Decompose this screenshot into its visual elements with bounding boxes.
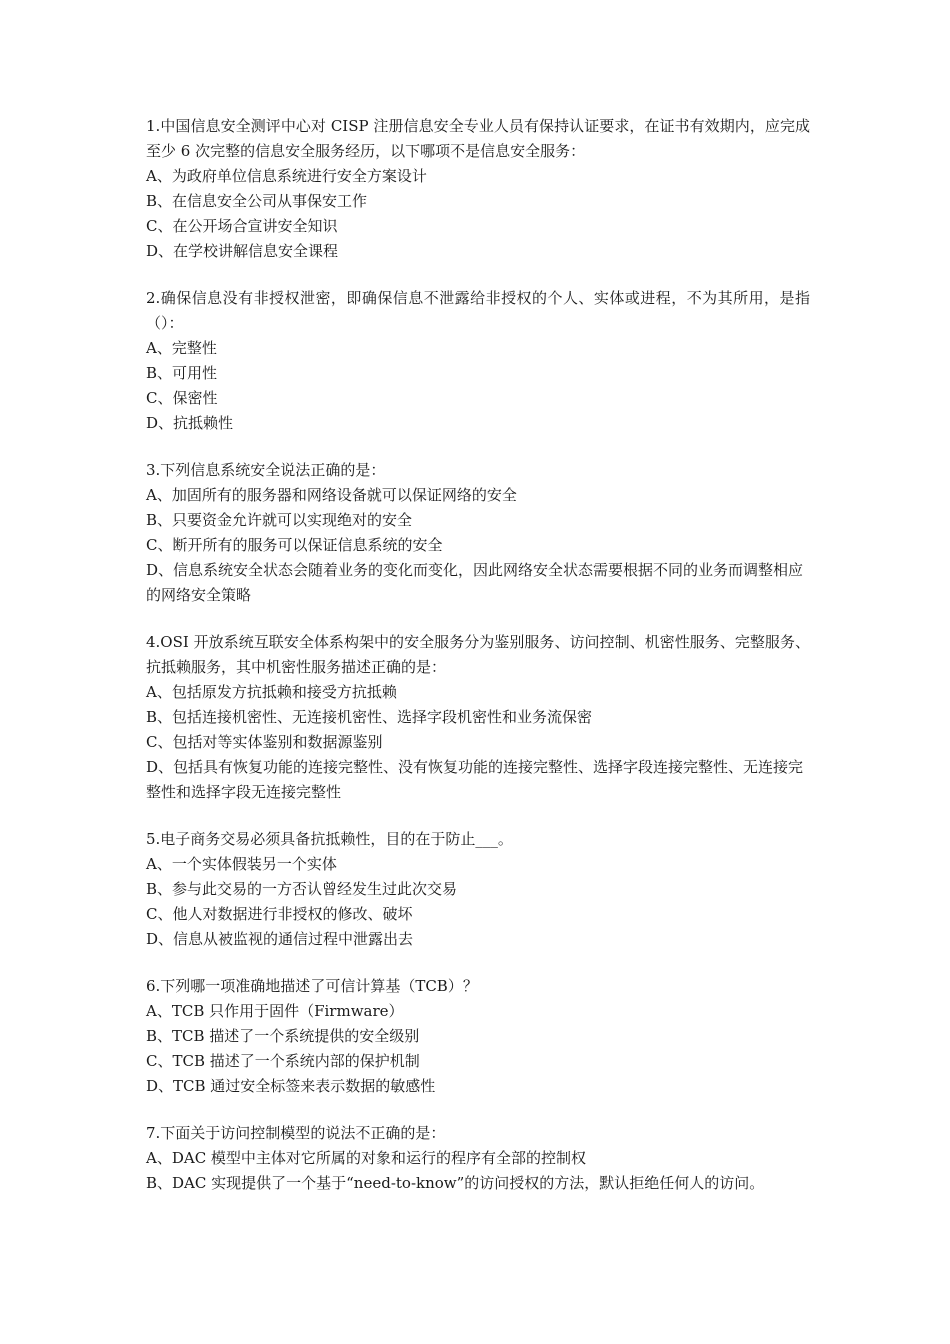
option-d: D、抗抵赖性 (146, 414, 234, 432)
question-stem: 5.电子商务交易必须具备抗抵赖性，目的在于防止___。 (146, 830, 513, 848)
document-page (146, 114, 810, 1218)
option-c: C、他人对数据进行非授权的修改、破坏 (146, 905, 413, 923)
option-a: A、完整性 (146, 339, 217, 357)
option-d: D、包括具有恢复功能的连接完整性、没有恢复功能的连接完整性、选择字段连接完整性、无连接完整性和选择字段无连接完整性 (146, 758, 804, 801)
option-a: A、包括原发方抗抵赖和接受方抗抵赖 (146, 683, 397, 701)
question-stem: 1.中国信息安全测评中心对 CISP 注册信息安全专业人员有保持认证要求，在证书有效期内，应完成至少 6 次完整的信息安全服务经历，以下哪项不是信息安全服务： (146, 117, 810, 160)
question-4 (146, 630, 810, 805)
option-a: A、TCB 只作用于固件（Firmware） (146, 1002, 404, 1020)
option-b: B、可用性 (146, 364, 218, 382)
question-stem: 7.下面关于访问控制模型的说法不正确的是： (146, 1124, 446, 1142)
option-a: A、DAC 模型中主体对它所属的对象和运行的程序有全部的控制权 (146, 1149, 586, 1167)
option-a: A、加固所有的服务器和网络设备就可以保证网络的安全 (146, 486, 517, 504)
question-2 (146, 286, 810, 436)
option-b: B、TCB 描述了一个系统提供的安全级别 (146, 1027, 420, 1045)
option-b: B、DAC 实现提供了一个基于“need-to-know”的访问授权的方法，默认拒绝任何人的访问。 (146, 1174, 765, 1192)
option-c: C、包括对等实体鉴别和数据源鉴别 (146, 733, 383, 751)
question-7 (146, 1121, 810, 1196)
option-c: C、在公开场合宣讲安全知识 (146, 217, 338, 235)
option-c: C、TCB 描述了一个系统内部的保护机制 (146, 1052, 420, 1070)
option-c: C、断开所有的服务可以保证信息系统的安全 (146, 536, 443, 554)
option-c: C、保密性 (146, 389, 218, 407)
option-b: B、参与此交易的一方否认曾经发生过此次交易 (146, 880, 458, 898)
question-5 (146, 827, 810, 952)
option-d: D、在学校讲解信息安全课程 (146, 242, 339, 260)
option-b: B、包括连接机密性、无连接机密性、选择字段机密性和业务流保密 (146, 708, 593, 726)
option-d: D、信息系统安全状态会随着业务的变化而变化，因此网络安全状态需要根据不同的业务而调整相应的网络安全策略 (146, 561, 804, 604)
question-1 (146, 114, 810, 264)
question-stem: 3.下列信息系统安全说法正确的是： (146, 461, 386, 479)
option-b: B、在信息安全公司从事保安工作 (146, 192, 368, 210)
question-stem: 6.下列哪一项准确地描述了可信计算基（TCB）？ (146, 977, 478, 995)
option-d: D、TCB 通过安全标签来表示数据的敏感性 (146, 1077, 436, 1095)
question-stem: 4.OSI 开放系统互联安全体系构架中的安全服务分为鉴别服务、访问控制、机密性服务、完整服务、抗抵赖服务，其中机密性服务描述正确的是： (146, 633, 810, 676)
option-a: A、一个实体假装另一个实体 (146, 855, 337, 873)
question-6 (146, 974, 810, 1099)
option-b: B、只要资金允许就可以实现绝对的安全 (146, 511, 413, 529)
option-a: A、为政府单位信息系统进行安全方案设计 (146, 167, 427, 185)
question-3 (146, 458, 810, 608)
question-stem: 2.确保信息没有非授权泄密，即确保信息不泄露给非授权的个人、实体或进程，不为其所用，是指（）： (146, 289, 810, 332)
option-d: D、信息从被监视的通信过程中泄露出去 (146, 930, 414, 948)
